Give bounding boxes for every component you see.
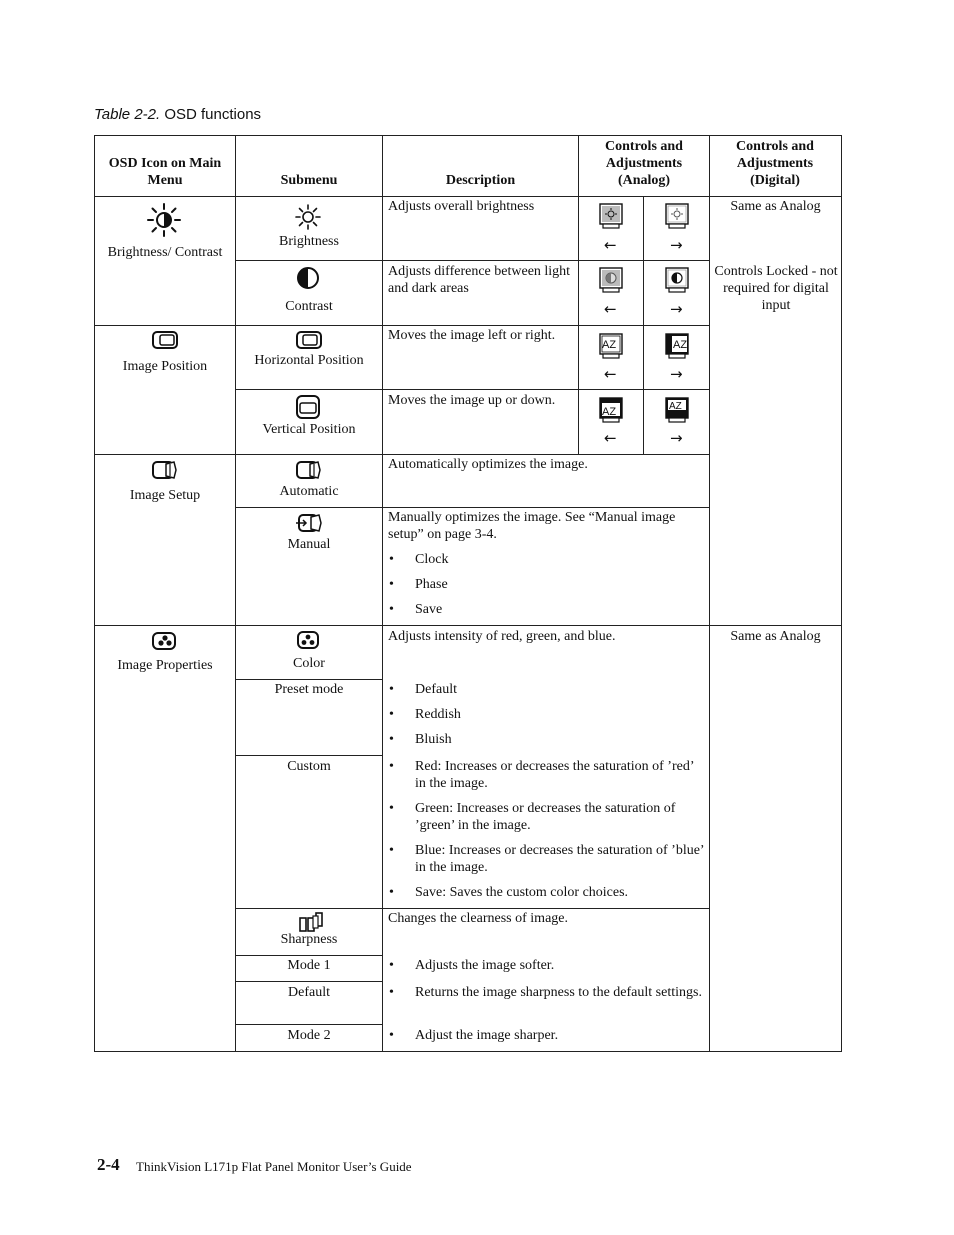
bullet-text: Reddish bbox=[415, 707, 461, 722]
submenu-sharpness: Sharpness bbox=[280, 932, 338, 947]
table-caption bbox=[94, 106, 261, 123]
description-contrast: Adjusts difference between light and dark areas bbox=[388, 264, 571, 296]
auto-setup-icon bbox=[296, 461, 322, 479]
image-position-icon bbox=[152, 331, 178, 349]
group-label-image-properties: Image Properties bbox=[117, 658, 213, 673]
submenu-custom: Custom bbox=[287, 759, 331, 774]
bullet-text: Bluish bbox=[415, 732, 452, 747]
table-caption-text: OSD functions bbox=[160, 106, 262, 123]
table-caption-label: Table 2-2. bbox=[94, 106, 161, 123]
bullet-text: Clock bbox=[415, 552, 449, 567]
submenu-preset-mode: Preset mode bbox=[274, 682, 344, 697]
submenu-mode-1: Mode 1 bbox=[287, 958, 331, 973]
svg-text:AZ: AZ bbox=[602, 339, 617, 351]
monitor-az-down-icon bbox=[599, 397, 623, 423]
increase-arrow-icon: → bbox=[670, 236, 683, 254]
monitor-az-right-icon bbox=[665, 333, 689, 359]
submenu-brightness: Brightness bbox=[279, 234, 339, 249]
decrease-arrow-icon: ← bbox=[604, 365, 617, 383]
submenu-manual: Manual bbox=[287, 537, 331, 552]
page-footer-title: ThinkVision L171p Flat Panel Monitor User’s Guide bbox=[136, 1159, 412, 1174]
vertical-position-icon bbox=[296, 395, 320, 419]
brightness-sun-icon bbox=[295, 204, 321, 230]
submenu-automatic: Automatic bbox=[279, 484, 339, 499]
decrease-arrow-icon: ← bbox=[604, 300, 617, 318]
bullet-text: Green: Increases or decreases the saturation of ’green’ in the image. bbox=[415, 801, 676, 833]
image-setup-icon bbox=[152, 461, 178, 479]
monitor-light-brightness-icon bbox=[665, 203, 689, 229]
monitor-az-left-icon bbox=[599, 333, 623, 359]
decrease-arrow-icon: ← bbox=[604, 429, 617, 447]
brightness-sun-icon bbox=[146, 202, 182, 238]
sharpness-icon bbox=[298, 912, 324, 932]
bullet-text: Red: Increases or decreases the saturation of ’red’ in the image. bbox=[415, 759, 694, 791]
increase-arrow-icon: → bbox=[670, 300, 683, 318]
digital-image-properties: Same as Analog bbox=[730, 629, 821, 644]
contrast-half-circle-icon bbox=[296, 266, 320, 290]
group-label-image-position: Image Position bbox=[122, 359, 208, 374]
digital-brightness: Same as Analog bbox=[730, 199, 821, 214]
bullet-text: Returns the image sharpness to the default settings. bbox=[415, 985, 702, 1000]
description-brightness: Adjusts overall brightness bbox=[388, 199, 535, 214]
decrease-arrow-icon: ← bbox=[604, 236, 617, 254]
monitor-az-up-icon bbox=[665, 397, 689, 423]
description-sharpness: Changes the clearness of image. bbox=[388, 911, 568, 926]
header-analog: Controls and Adjustments (Analog) bbox=[605, 139, 683, 188]
image-properties-icon bbox=[152, 632, 176, 650]
bullet-text: Save bbox=[415, 602, 443, 617]
description-vertical-position: Moves the image up or down. bbox=[388, 393, 556, 408]
submenu-mode-2: Mode 2 bbox=[287, 1028, 331, 1043]
digital-contrast: Controls Locked - not required for digital input bbox=[714, 264, 838, 313]
svg-text:AZ: AZ bbox=[673, 339, 688, 351]
header-digital: Controls and Adjustments (Digital) bbox=[736, 139, 814, 188]
increase-arrow-icon: → bbox=[670, 365, 683, 383]
header-submenu: Submenu bbox=[280, 173, 338, 188]
submenu-horizontal-position: Horizontal Position bbox=[254, 353, 364, 368]
bullet-text: Phase bbox=[415, 577, 448, 592]
page-number: 2-4 bbox=[97, 1155, 120, 1174]
description-color: Adjusts intensity of red, green, and blue. bbox=[388, 629, 616, 644]
submenu-contrast: Contrast bbox=[285, 299, 333, 314]
increase-arrow-icon: → bbox=[670, 429, 683, 447]
group-label-image-setup: Image Setup bbox=[129, 488, 201, 503]
bullet-text: Blue: Increases or decreases the saturation of ’blue’ in the image. bbox=[415, 843, 704, 875]
bullet-text: Default bbox=[415, 682, 457, 697]
header-osd-icon: OSD Icon on Main Menu bbox=[108, 156, 222, 188]
color-icon bbox=[297, 631, 319, 649]
description-manual: Manually optimizes the image. See “Manual image setup” on page 3-4. bbox=[388, 510, 676, 542]
monitor-dark-brightness-icon bbox=[599, 203, 623, 229]
bullet-text: Adjusts the image softer. bbox=[415, 958, 555, 973]
monitor-low-contrast-icon bbox=[599, 267, 623, 293]
description-automatic: Automatically optimizes the image. bbox=[388, 457, 588, 472]
group-label-brightness-contrast: Brightness/ Contrast bbox=[107, 245, 223, 260]
manual-setup-icon bbox=[295, 514, 323, 532]
horizontal-position-icon bbox=[296, 331, 322, 349]
monitor-high-contrast-icon bbox=[665, 267, 689, 293]
description-horizontal-position: Moves the image left or right. bbox=[388, 328, 556, 343]
submenu-default: Default bbox=[288, 985, 330, 1000]
submenu-vertical-position: Vertical Position bbox=[262, 422, 356, 437]
bullet-text: Save: Saves the custom color choices. bbox=[415, 885, 629, 900]
bullet-text: Adjust the image sharper. bbox=[415, 1028, 559, 1043]
svg-text:AZ: AZ bbox=[602, 406, 617, 418]
header-description: Description bbox=[445, 173, 516, 188]
svg-text:AZ: AZ bbox=[669, 401, 682, 412]
submenu-color: Color bbox=[293, 656, 325, 671]
